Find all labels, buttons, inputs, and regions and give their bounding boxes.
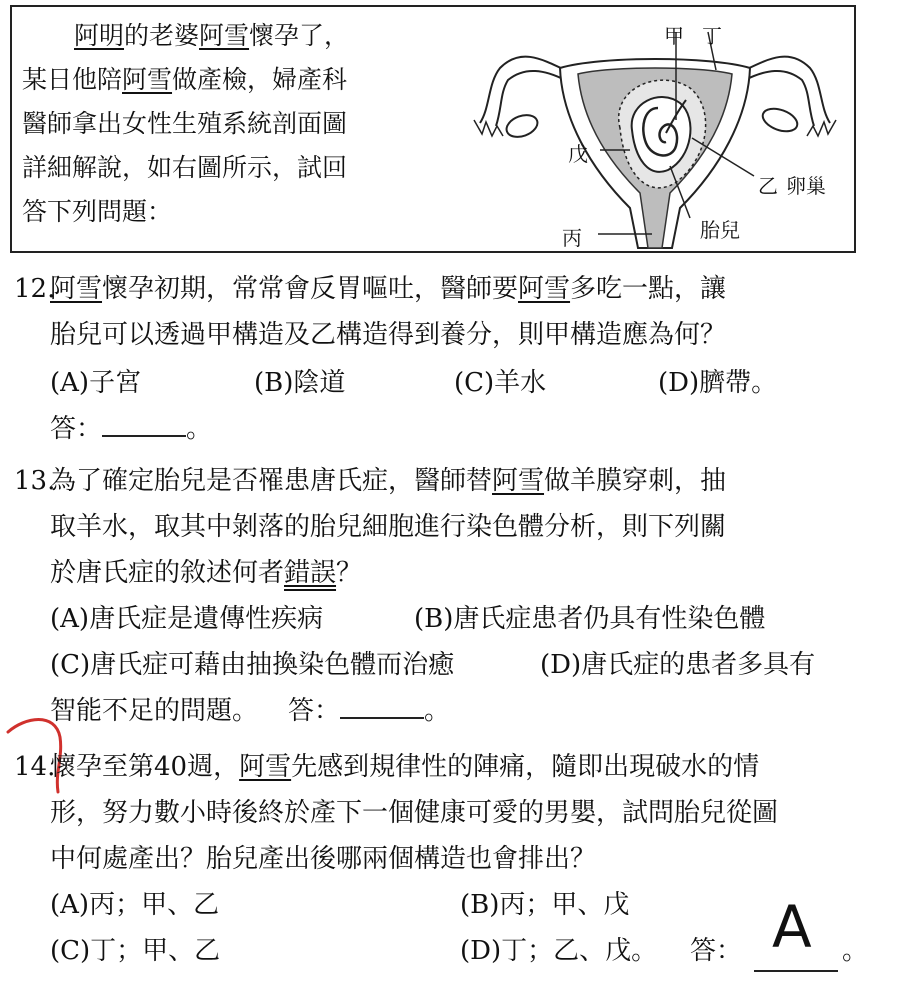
q13-option-a: (A)唐氏症是遺傳性疾病: [50, 604, 324, 634]
q13-name: 阿雪: [492, 466, 545, 496]
q14-name: 阿雪: [239, 752, 292, 782]
intro-t1: 的老婆: [124, 21, 200, 50]
intro-l3: 醫師拿出女性生殖系統剖面圖: [22, 109, 348, 138]
q12-option-a: (A)子宮: [50, 368, 142, 398]
q14-handwritten-answer: A: [772, 893, 812, 961]
intro-name1: 阿明: [74, 21, 125, 50]
q14-answer-label: 答：: [690, 936, 743, 966]
q14-option-a: (A)丙；甲、乙: [50, 890, 220, 920]
q13-answer-blank[interactable]: [340, 693, 424, 719]
q13-option-d-cont: 智能不足的問題。: [50, 696, 259, 726]
intro-l2name: 阿雪: [122, 65, 173, 94]
q13-line3b: ？: [336, 558, 363, 588]
q12-line2: 胎兒可以透過甲構造及乙構造得到養分，則甲構造應為何？: [50, 320, 727, 350]
q13-option-d: (D)唐氏症的患者多具有: [540, 650, 816, 680]
question-number: 12.: [14, 274, 56, 304]
reproductive-system-diagram: [460, 8, 850, 250]
label-jia: 甲: [664, 24, 684, 48]
intro-l5: 答下列問題：: [22, 197, 173, 226]
q12-option-b: (B)陰道: [254, 368, 346, 398]
q14-option-c: (C)丁；甲、乙: [50, 936, 221, 966]
label-wu: 戊: [568, 142, 588, 166]
intro-l2b: 做產檢，婦產科: [172, 65, 348, 94]
question-number: 14.: [14, 752, 56, 782]
q13-answer-label: 答：: [288, 696, 341, 726]
q14-line2: 形，努力數小時後終於產下一個健康可愛的男嬰，試問胎兒從圖: [50, 798, 779, 828]
q12-name2: 阿雪: [518, 274, 571, 304]
q12-answer-blank[interactable]: [102, 411, 186, 437]
q13-answer-end: 。: [424, 696, 451, 726]
intro-name2: 阿雪: [199, 21, 250, 50]
intro-text: [22, 14, 422, 234]
q12-option-d: (D)臍帶。: [658, 368, 778, 398]
intro-t2: 懷孕了，: [249, 21, 350, 50]
q13-line2: 取羊水，取其中剝落的胎兒細胞進行染色體分析，則下列關: [50, 512, 727, 542]
q13-error-word: 錯誤: [284, 558, 337, 588]
q12-name: 阿雪: [50, 274, 103, 304]
intro-l4: 詳細解說，如右圖所示，試回: [22, 153, 348, 182]
q12-line1a: 懷孕初期，常常會反胃嘔吐，醫師要: [102, 274, 519, 304]
label-yi: 乙: [758, 174, 778, 198]
label-ding: 丁: [702, 24, 722, 48]
q14-option-d: (D)丁；乙、戊。: [460, 936, 658, 966]
q12-answer-end: 。: [186, 414, 213, 444]
q13-option-c: (C)唐氏症可藉由抽換染色體而治癒: [50, 650, 455, 680]
q14-line3: 中何處產出？胎兒產出後哪兩個構造也會排出？: [50, 844, 597, 874]
label-ovary: 卵巢: [786, 174, 826, 198]
question-number: 13.: [14, 466, 56, 496]
q14-line1a: 懷孕至第40週，: [50, 752, 240, 782]
label-bing: 丙: [562, 226, 582, 250]
q12-option-c: (C)羊水: [454, 368, 547, 398]
q13-line1a: 為了確定胎兒是否罹患唐氏症，醫師替: [50, 466, 493, 496]
q12-line1b: 多吃一點，讓: [570, 274, 727, 304]
intro-l2a: 某日他陪: [22, 65, 123, 94]
q13-line3a: 於唐氏症的敘述何者: [50, 558, 285, 588]
q12-answer-label: 答：: [50, 414, 103, 444]
label-fetus: 胎兒: [700, 218, 740, 242]
q13-line1b: 做羊膜穿刺，抽: [544, 466, 727, 496]
q13-option-b: (B)唐氏症患者仍具有性染色體: [414, 604, 766, 634]
q14-line1b: 先感到規律性的陣痛，隨即出現破水的情: [291, 752, 760, 782]
q14-option-b: (B)丙；甲、戊: [460, 890, 630, 920]
q14-answer-end: 。: [842, 936, 869, 966]
